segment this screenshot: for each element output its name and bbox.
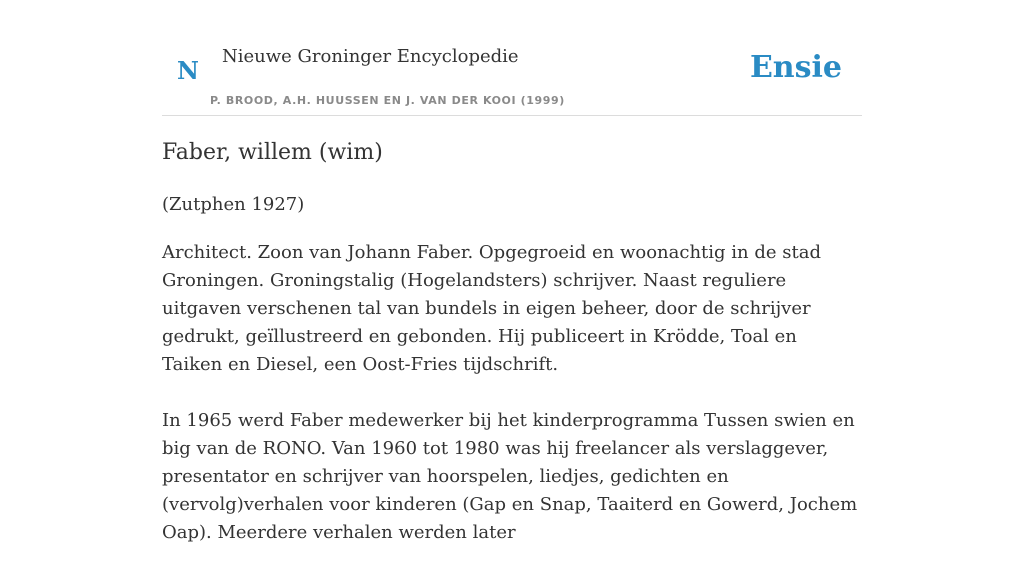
- book-logo[interactable]: N: [177, 56, 199, 85]
- entry-body: [162, 239, 862, 575]
- entry-title: Faber, willem (wim): [162, 140, 383, 165]
- entry-paragraph: Architect. Zoon van Johann Faber. Opgegroeid en woonachtig in de stad Groningen. Groningstalig (Hogelandsters) schrijver. Naast reguliere uitgaven verschenen tal van bundels in eigen beheer, door de schrijver gedrukt, geïllustreerd en gebonden. Hij publiceert in Krödde, Toal en Taiken en Diesel, een Oost-Fries tijdschrift.: [162, 242, 821, 375]
- page: [162, 0, 862, 543]
- brand-logo[interactable]: Ensie: [749, 50, 842, 85]
- book-title-link[interactable]: Nieuwe Groninger Encyclopedie: [222, 46, 519, 67]
- book-authors: P. BROOD, A.H. HUUSSEN EN J. VAN DER KOOI (1999): [210, 94, 565, 107]
- site-header: [162, 0, 862, 116]
- entry-subtitle: (Zutphen 1927): [162, 194, 305, 215]
- entry-paragraph: In 1965 werd Faber medewerker bij het kinderprogramma Tussen swien en big van de RONO. Van 1960 tot 1980 was hij freelancer als verslaggever, presentator en schrijver van hoorspelen, liedjes, gedichten en (vervolg)verhalen voor kinderen (Gap en Snap, Taaiterd en Gowerd, Jochem Oap). Meerdere verhalen werden later: [162, 410, 858, 543]
